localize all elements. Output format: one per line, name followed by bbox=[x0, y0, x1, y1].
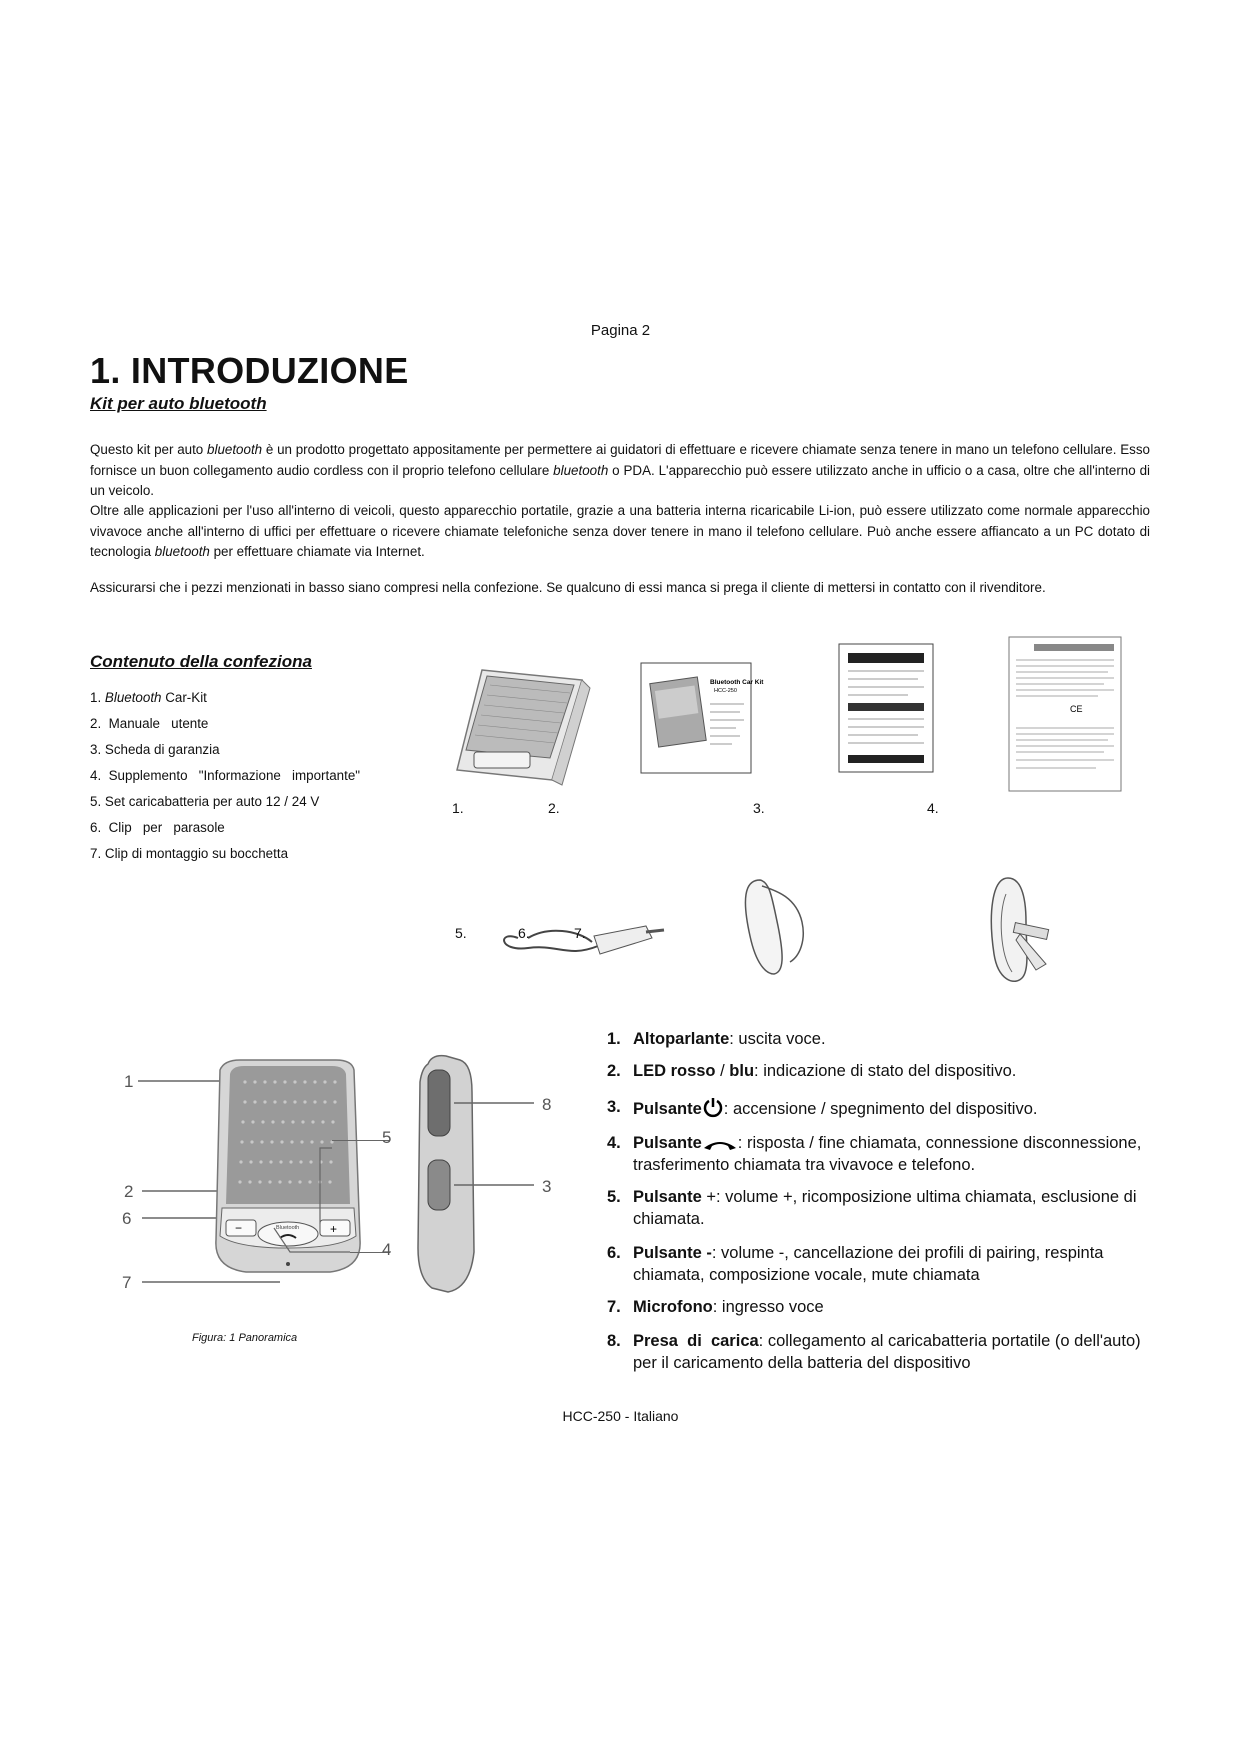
callout-5: 5 bbox=[382, 1128, 392, 1147]
callout-2: 2 bbox=[124, 1182, 134, 1201]
list-item: 1. Bluetooth Car-Kit bbox=[90, 690, 207, 705]
contents-list bbox=[90, 688, 430, 870]
svg-text:+: + bbox=[330, 1222, 338, 1236]
list-item: 8. Presa di carica: collegamento al caricabatteria portatile (o dell'auto) per il caricamento della batteria del dispositivo bbox=[607, 1332, 1141, 1372]
section-title: 1. INTRODUZIONE bbox=[90, 350, 409, 391]
device-front-image bbox=[110, 1052, 410, 1310]
list-item: 2. Manuale utente bbox=[90, 716, 209, 731]
features-list bbox=[607, 1028, 1167, 1374]
callout-6: 6 bbox=[122, 1209, 132, 1228]
callout-3: 3 bbox=[542, 1177, 552, 1196]
manual-image bbox=[640, 662, 764, 774]
image-label-6: 6. bbox=[518, 925, 530, 941]
svg-text:−: − bbox=[235, 1221, 243, 1235]
image-label-1: 1. bbox=[452, 800, 464, 816]
list-item: 4. Supplemento "Informazione importante" bbox=[90, 768, 361, 783]
list-item: 5. Pulsante +: volume +, ricomposizione ultima chiamata, esclusione di chiamata. bbox=[607, 1188, 1137, 1228]
warranty-card-image bbox=[838, 643, 934, 773]
image-label-5: 5. bbox=[455, 925, 467, 941]
callout-1: 1 bbox=[124, 1072, 134, 1091]
supplement-image bbox=[1008, 636, 1122, 792]
device-brand: Bluetooth bbox=[276, 1225, 300, 1231]
list-item: 1. Altoparlante: uscita voce. bbox=[607, 1030, 826, 1048]
image-label-4: 4. bbox=[927, 800, 939, 816]
visor-clip-image bbox=[740, 876, 810, 978]
callout-4: 4 bbox=[382, 1240, 392, 1259]
phone-handset-icon bbox=[702, 1138, 738, 1152]
list-item: 3. Scheda di garanzia bbox=[90, 742, 220, 757]
list-item: 6. Pulsante -: volume -, cancellazione dei profili di pairing, respinta chiamata, composizione vocale, mute chiamata bbox=[607, 1244, 1104, 1284]
device-side-image bbox=[410, 1052, 570, 1302]
list-item: 5. Set caricabatteria per auto 12 / 24 V bbox=[90, 794, 320, 809]
charger-image bbox=[488, 908, 668, 974]
manual-model: HCC-250 bbox=[714, 688, 737, 694]
image-label-7: 7. bbox=[574, 925, 586, 941]
image-label-3: 3. bbox=[753, 800, 765, 816]
carkit-image bbox=[452, 660, 600, 790]
intro-paragraph-3: Assicurarsi che i pezzi menzionati in basso siano compresi nella confezione. Se qualcuno di essi manca si prega il cliente di mettersi in contatto con il rivenditore. bbox=[90, 580, 1046, 595]
power-icon bbox=[702, 1096, 724, 1118]
ce-mark: CE bbox=[1070, 704, 1083, 714]
intro-paragraph-1: Questo kit per auto bluetooth è un prodotto progettato appositamente per permettere ai guidatori di effettuare e ricevere chiamate senza tenere in mano un telefono cellulare. Esso fornisce un buon collegamento audio cordless con il proprio telefono cellulare bluetooth o PDA. L'apparecchio può essere utilizzato anche in ufficio o a casa, oltre che all'interno di un veicolo. bbox=[90, 442, 1150, 498]
list-item: 2. LED rosso / blu: indicazione di stato del dispositivo. bbox=[607, 1062, 1017, 1080]
footer-text: HCC-250 - Italiano bbox=[562, 1408, 679, 1424]
manual-title: Bluetooth Car Kit bbox=[710, 679, 764, 686]
image-label-2: 2. bbox=[548, 800, 560, 816]
list-item: 7. Clip di montaggio su bocchetta bbox=[90, 846, 289, 861]
callout-7: 7 bbox=[122, 1273, 132, 1292]
list-item: 6. Clip per parasole bbox=[90, 820, 225, 835]
section-subtitle: Kit per auto bluetooth bbox=[90, 394, 267, 413]
list-item: 3. Pulsante : accensione / spegnimento del dispositivo. bbox=[607, 1098, 1038, 1118]
page-number: Pagina 2 bbox=[590, 322, 651, 339]
callout-8: 8 bbox=[542, 1095, 552, 1114]
list-item: 7. Microfono: ingresso voce bbox=[607, 1298, 824, 1316]
contents-title: Contenuto della confeziona bbox=[90, 652, 312, 671]
figure-caption: Figura: 1 Panoramica bbox=[192, 1332, 298, 1344]
vent-clip-image bbox=[986, 874, 1056, 990]
intro-paragraph-2: Oltre alle applicazioni per l'uso all'interno di veicoli, questo apparecchio portatile, grazie a una batteria interna ricaricabile Li-ion, può essere utilizzato come normale apparecchio vivavoce anche all'interno di uffici per effettuare o ricevere chiamate telefoniche senza dover tenere in mano il telefono cellulare. Può anche essere affiancato a un PC dotato di tecnologia bluetooth per effettuare chiamate via Internet. bbox=[90, 503, 1150, 559]
list-item: 4. Pulsante : risposta / fine chiamata, connessione disconnessione, trasferimento chiamata tra vivavoce e telefono. bbox=[607, 1134, 1142, 1174]
